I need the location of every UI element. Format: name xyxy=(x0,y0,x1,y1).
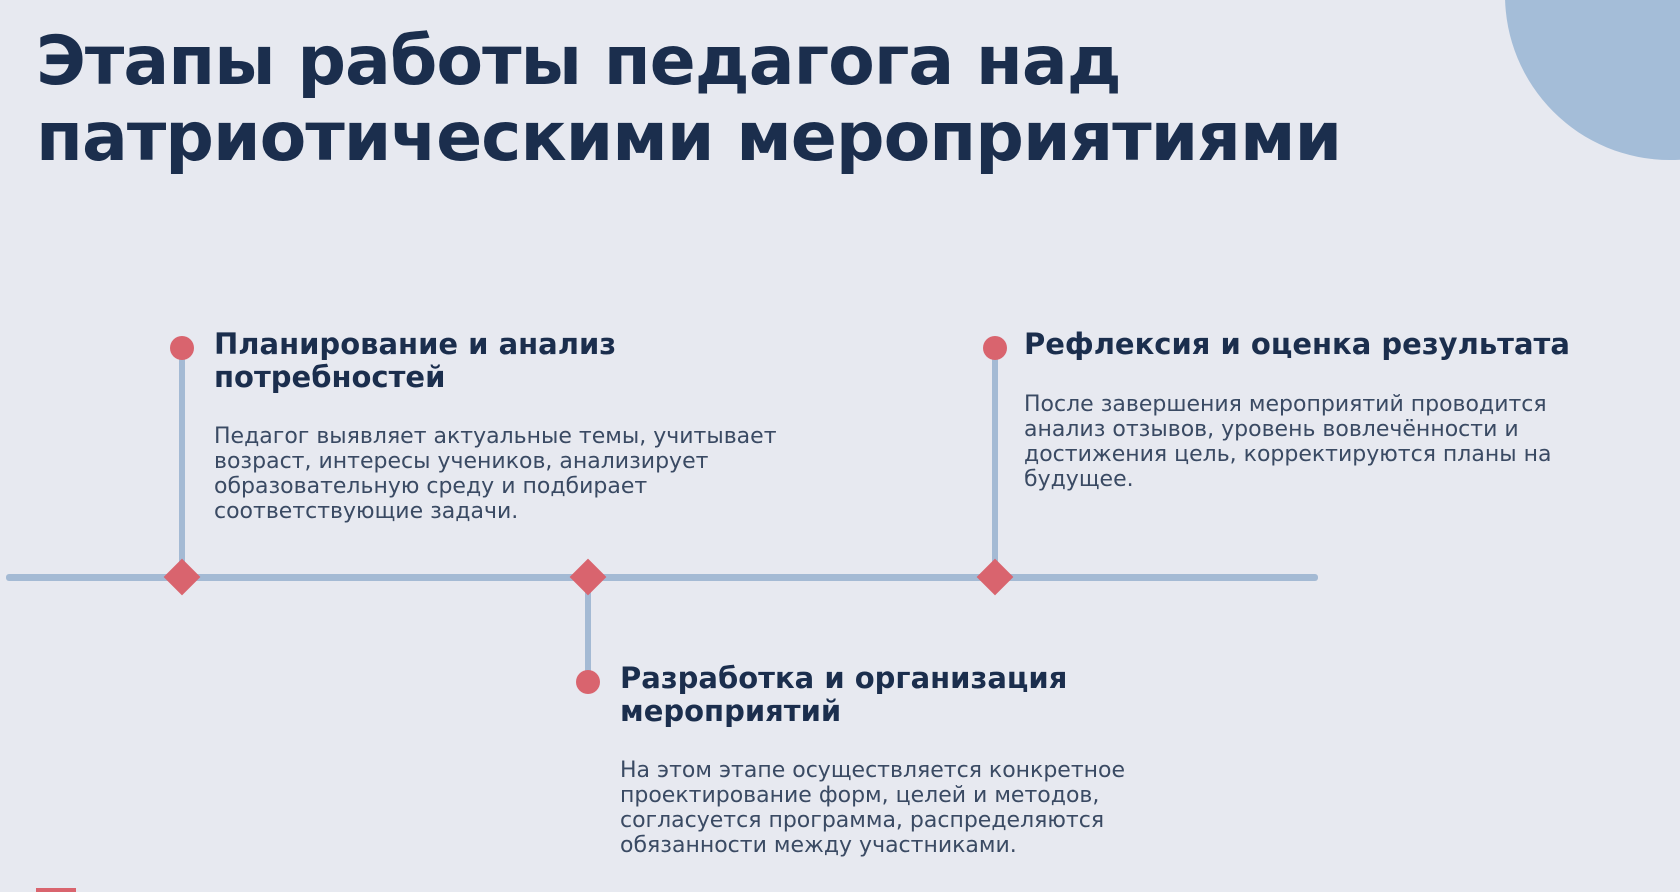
corner-accent-mark xyxy=(36,888,76,892)
stage-3-title-line: Рефлексия и оценка результата xyxy=(1024,327,1570,361)
stage-1-title-line: Планирование и анализ xyxy=(214,327,617,361)
timeline-track xyxy=(6,574,1318,581)
stage-1-text-line: соответствующие задачи. xyxy=(214,499,519,524)
decorative-circle xyxy=(1505,0,1680,160)
stage-2-title xyxy=(620,662,1067,728)
stage-1-dot xyxy=(170,336,194,360)
stage-2-text-line: На этом этапе осуществляется конкретное xyxy=(620,758,1126,783)
stage-1-title-line: потребностей xyxy=(214,360,446,394)
stage-2-description xyxy=(620,758,1125,858)
stage-1-diamond-marker xyxy=(164,559,201,596)
stage-2-dot xyxy=(576,670,600,694)
stage-1-text-line: образовательную среду и подбирает xyxy=(214,474,648,499)
stage-3-diamond-marker xyxy=(977,559,1014,596)
stage-2-title-line: Разработка и организация xyxy=(620,661,1068,695)
stage-3-text-line: достижения цель, корректируются планы на xyxy=(1024,442,1552,467)
stage-2-text-line: согласуется программа, распределяются xyxy=(620,808,1105,833)
stage-3-description xyxy=(1024,392,1551,492)
stage-3-title xyxy=(1024,328,1570,361)
stage-3-text-line: После завершения мероприятий проводится xyxy=(1024,392,1547,417)
page-title xyxy=(36,24,1341,176)
stage-2-text-line: проектирование форм, целей и методов, xyxy=(620,783,1100,808)
stage-3-text-line: анализ отзывов, уровень вовлечённости и xyxy=(1024,417,1519,442)
stage-2-text-line: обязанности между участниками. xyxy=(620,833,1017,858)
stage-1-text-line: возраст, интересы учеников, анализирует xyxy=(214,449,709,474)
stage-3-connector xyxy=(992,352,998,578)
title-line-1: Этапы работы педагога над xyxy=(36,22,1121,101)
stage-2-title-line: мероприятий xyxy=(620,694,842,728)
title-line-2: патриотическими мероприятиями xyxy=(36,98,1342,177)
stage-1-title xyxy=(214,328,616,394)
stage-1-text-line: Педагог выявляет актуальные темы, учитывает xyxy=(214,424,777,449)
stage-1-connector xyxy=(179,352,185,578)
stage-3-text-line: будущее. xyxy=(1024,467,1134,492)
stage-1-description xyxy=(214,424,777,524)
stage-2-diamond-marker xyxy=(570,559,607,596)
stage-3-dot xyxy=(983,336,1007,360)
